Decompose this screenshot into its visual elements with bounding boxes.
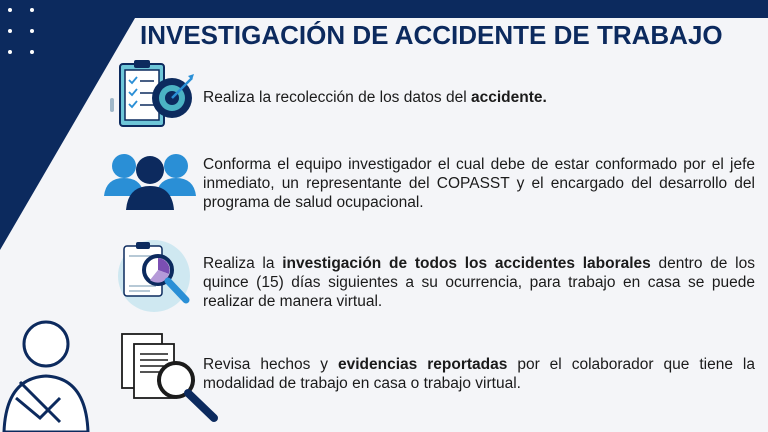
page-title: INVESTIGACIÓN DE ACCIDENTE DE TRABAJO	[140, 20, 723, 50]
clipboard-target-icon	[108, 58, 198, 134]
list-item: Revisa hechos y evidencias reportadas por el colaborador que tiene la modalidad de trabajo en casa o trabajo virtual.	[203, 356, 755, 392]
team-icon	[102, 150, 198, 212]
list-item: Realiza la recolección de los datos del accidente.	[203, 89, 547, 106]
list-item: Conforma el equipo investigador el cual debe de estar conformado por el jefe inmediato, un representante del COPASST y el encargado del desarrollo del programa de salud ocupacional.	[203, 156, 755, 211]
injured-worker-icon	[0, 318, 90, 432]
decorative-dots	[6, 6, 46, 66]
list-item: Realiza la investigación de todos los accidentes laborales dentro de los quince (15) días siguientes a su ocurrencia, para trabajo en casa se puede realizar de manera virtual.	[203, 255, 755, 310]
report-magnifier-icon	[110, 238, 200, 316]
